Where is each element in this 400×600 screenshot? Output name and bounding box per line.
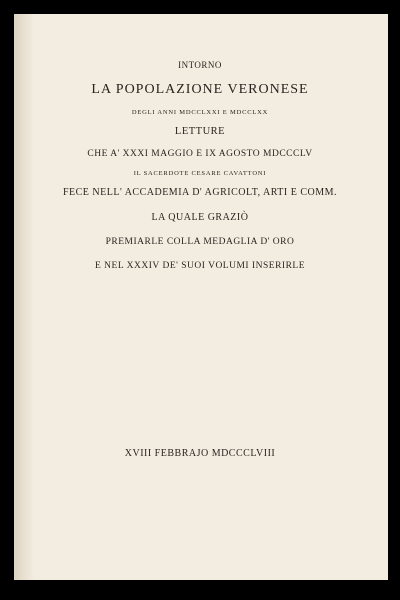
title-quale: LA QUALE GRAZIÒ: [151, 212, 249, 223]
title-letture: LETTURE: [174, 126, 226, 137]
title-nel: E NEL XXXIV DE' SUOI VOLUMI INSERIRLE: [94, 261, 306, 271]
title-block: [20, 60, 380, 271]
title-main: LA POPOLAZIONE VERONESE: [91, 82, 309, 97]
publication-date: XVIII FEBBRAJO MDCCCLVIII: [124, 448, 276, 459]
title-fece: FECE NELL' ACCADEMIA D' AGRICOLT, ARTI E COMM.: [62, 187, 338, 198]
title-anni: DEGLI ANNI MDCCLXXI E MDCCLXX: [131, 109, 269, 116]
title-premiarle: PREMIARLE COLLA MEDAGLIA D' ORO: [105, 237, 295, 247]
title-che: CHE A' XXXI MAGGIO E IX AGOSTO MDCCCLV: [87, 149, 313, 159]
title-sacerdote: IL SACERDOTE CESARE CAVATTONI: [133, 170, 267, 177]
title-intorno: INTORNO: [178, 60, 222, 70]
